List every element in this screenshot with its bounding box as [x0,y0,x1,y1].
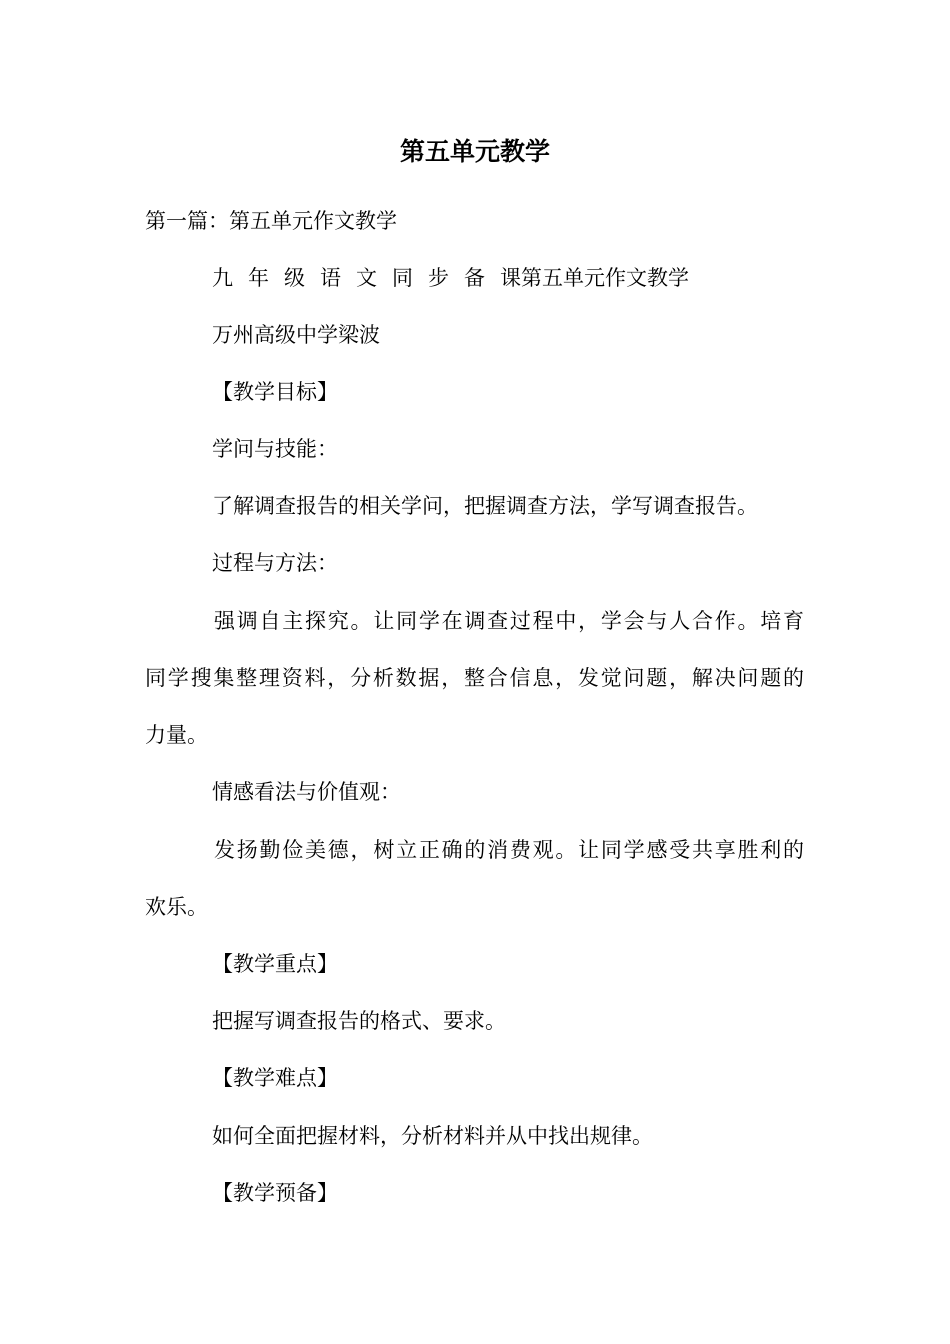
key-points-heading: 【教学重点】 [212,952,338,976]
emotion-label: 情感看法与价值观： [212,780,401,804]
author-line: 万州高级中学梁波 [212,323,380,347]
preparation-heading: 【教学预备】 [212,1181,338,1205]
objectives-heading: 【教学目标】 [212,380,338,404]
course-rest-text: 课第五单元作文教学 [500,266,689,290]
emotion-text-line-1: 发扬勤俭美德，树立正确的消费观。让同学感受共享胜利的 [214,838,804,862]
process-text-line-3: 力量。 [145,723,208,747]
document-title: 第五单元教学 [399,137,550,166]
process-text-line-1: 强调自主探究。让同学在调查过程中，学会与人合作。培育 [214,609,804,633]
course-spaced-text: 九年级语文同步备 [212,266,500,290]
emotion-text-line-2: 欢乐。 [145,895,208,919]
part-heading: 第一篇：第五单元作文教学 [145,209,397,233]
difficulty-heading: 【教学难点】 [212,1066,338,1090]
knowledge-label: 学问与技能： [212,437,338,461]
difficulty-text: 如何全面把握材料，分析材料并从中找出规律。 [212,1124,653,1148]
process-text-line-2: 同学搜集整理资料，分析数据，整合信息，发觉问题，解决问题的 [145,666,804,690]
knowledge-text: 了解调查报告的相关学问，把握调查方法，学写调查报告。 [212,494,758,518]
process-label: 过程与方法： [212,551,338,575]
course-line [212,263,689,293]
key-points-text: 把握写调查报告的格式、要求。 [212,1009,506,1033]
